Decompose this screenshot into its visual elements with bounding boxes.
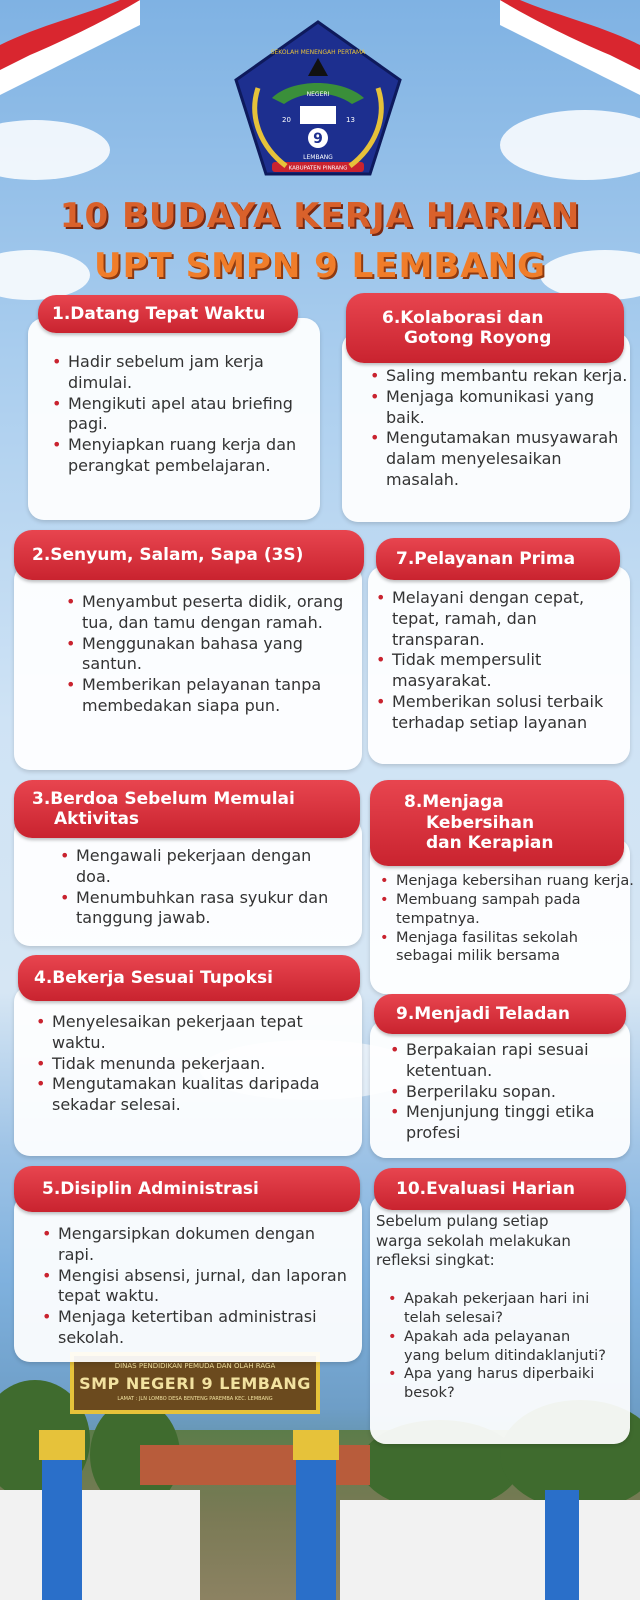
logo-kabupaten: KABUPATEN PINRANG	[288, 165, 348, 172]
heading-section-9	[374, 994, 626, 1034]
list-item: • Menjaga fasilitas sekolah sebagai milik bersama	[380, 929, 634, 967]
heading-section-6-line2: Gotong Royong	[404, 328, 552, 348]
logo-year-left: 20	[282, 116, 291, 124]
list-item: • Mengikuti apel atau briefing pagi.	[52, 394, 312, 436]
list-item: • Tidak mempersulit masyarakat.	[376, 650, 626, 692]
list-item: • Tidak menunda pekerjaan.	[36, 1054, 358, 1075]
list-item: • Memberikan solusi terbaik terhadap setiap layanan	[376, 692, 626, 734]
list-item: • Menggunakan bahasa yang santun.	[66, 634, 346, 676]
page-subtitle: UPT SMPN 9 LEMBANG	[94, 246, 546, 286]
heading-section-9-text: 9.Menjadi Teladan	[396, 1003, 570, 1024]
heading-section-1	[38, 295, 298, 333]
list-item: • Menumbuhkan rasa syukur dan tanggung jawab.	[60, 888, 350, 930]
heading-section-7	[376, 538, 620, 580]
list-item: • Mengarsipkan dokumen dengan rapi.	[42, 1224, 352, 1266]
list-item: • Mengutamakan kualitas daripada sekadar selesai.	[36, 1074, 358, 1116]
list-item: • Apakah ada pelayanan yang belum ditindaklanjuti?	[388, 1328, 608, 1366]
logo-negeri: NEGERI	[306, 91, 330, 98]
list-section-6	[370, 366, 628, 491]
heading-section-5-text: 5.Disiplin Administrasi	[42, 1178, 259, 1199]
heading-section-8-line2: Kebersihan	[426, 812, 535, 833]
list-item: • Membuang sampah pada tempatnya.	[380, 891, 634, 929]
heading-section-6-line1: 6.Kolaborasi dan	[382, 307, 544, 328]
list-section-7	[376, 588, 626, 734]
flag-ribbon-left-icon	[0, 0, 140, 110]
signboard-line2: SMP NEGERI 9 LEMBANG	[79, 1374, 311, 1393]
list-item: • Menjaga ketertiban administrasi sekolah.	[42, 1307, 352, 1349]
heading-section-8-line1: 8.Menjaga	[404, 792, 504, 813]
list-section-8	[380, 872, 634, 966]
heading-section-6	[346, 293, 624, 363]
list-item: • Apa yang harus diperbaiki besok?	[388, 1365, 608, 1403]
fence-pillar	[545, 1490, 579, 1600]
fence-wall	[340, 1500, 640, 1600]
list-section-5	[42, 1224, 352, 1349]
flag-ribbon-right-icon	[500, 0, 640, 110]
list-item: • Berperilaku sopan.	[390, 1082, 626, 1103]
heading-section-3	[14, 780, 360, 838]
list-item: • Mengutamakan musyawarah dalam menyelesaikan masalah.	[370, 428, 628, 490]
gate-pillar-cap	[39, 1430, 85, 1460]
list-item: • Memberikan pelayanan tanpa membedakan siapa pun.	[66, 675, 346, 717]
cloud	[500, 110, 640, 180]
list-item: • Menjunjung tinggi etika profesi	[390, 1102, 626, 1144]
heading-section-3-line2: Aktivitas	[54, 809, 140, 829]
list-item: • Apakah pekerjaan hari ini telah selesai?	[388, 1290, 608, 1328]
list-section-10	[388, 1290, 608, 1403]
heading-section-4	[18, 955, 360, 1001]
list-item: • Mengisi absensi, jurnal, dan laporan tepat waktu.	[42, 1266, 352, 1308]
list-item: • Menyambut peserta didik, orang tua, dan tamu dengan ramah.	[66, 592, 346, 634]
logo-number: 9	[313, 131, 323, 147]
heading-section-8-line3: dan Kerapian	[426, 833, 554, 854]
gate-pillar-left	[42, 1440, 82, 1600]
heading-section-10	[374, 1168, 626, 1210]
page-title: 10 BUDAYA KERJA HARIAN	[59, 196, 581, 236]
fence-wall	[0, 1490, 200, 1600]
list-item: • Berpakaian rapi sesuai ketentuan.	[390, 1040, 626, 1082]
school-logo-icon	[232, 18, 404, 178]
heading-section-3-line1: 3.Berdoa Sebelum Memulai	[32, 788, 295, 809]
gate-pillar-right	[296, 1440, 336, 1600]
list-item: • Menyiapkan ruang kerja dan perangkat pembelajaran.	[52, 435, 312, 477]
signboard-line3: LAMAT : JLN LOMBO DESA BENTENG PAREMBA KEC. LEMBANG	[117, 1396, 273, 1402]
cloud	[0, 120, 110, 180]
heading-section-4-text: 4.Bekerja Sesuai Tupoksi	[34, 967, 273, 988]
signboard-line1: DINAS PENDIDIKAN PEMUDA DAN OLAH RAGA	[114, 1362, 276, 1370]
heading-section-8	[370, 780, 624, 866]
heading-section-5	[14, 1166, 360, 1212]
logo-school-type: SEKOLAH MENENGAH PERTAMA	[270, 49, 366, 56]
list-item: • Menyelesaikan pekerjaan tepat waktu.	[36, 1012, 358, 1054]
list-section-4	[36, 1012, 358, 1116]
list-item: • Hadir sebelum jam kerja dimulai.	[52, 352, 312, 394]
logo-lembang: LEMBANG	[303, 154, 333, 161]
heading-section-2-text: 2.Senyum, Salam, Sapa (3S)	[32, 544, 304, 565]
list-item: • Mengawali pekerjaan dengan doa.	[60, 846, 350, 888]
heading-section-1-text: 1.Datang Tepat Waktu	[52, 303, 266, 324]
gate-pillar-cap	[293, 1430, 339, 1460]
list-item: • Saling membantu rekan kerja.	[370, 366, 628, 387]
list-item: • Melayani dengan cepat, tepat, ramah, dan transparan.	[376, 588, 626, 650]
intro-section-10: Sebelum pulang setiap warga sekolah melakukan refleksi singkat:	[376, 1212, 571, 1269]
list-item: • Menjaga kebersihan ruang kerja.	[380, 872, 634, 891]
heading-section-2	[14, 530, 364, 580]
logo-year-right: 13	[346, 116, 355, 124]
list-section-3	[60, 846, 350, 929]
list-item: • Menjaga komunikasi yang baik.	[370, 387, 628, 429]
list-section-2	[66, 592, 346, 717]
list-section-9	[390, 1040, 626, 1144]
heading-section-7-text: 7.Pelayanan Prima	[396, 548, 576, 569]
heading-section-10-text: 10.Evaluasi Harian	[396, 1178, 576, 1199]
list-section-1	[52, 352, 312, 477]
